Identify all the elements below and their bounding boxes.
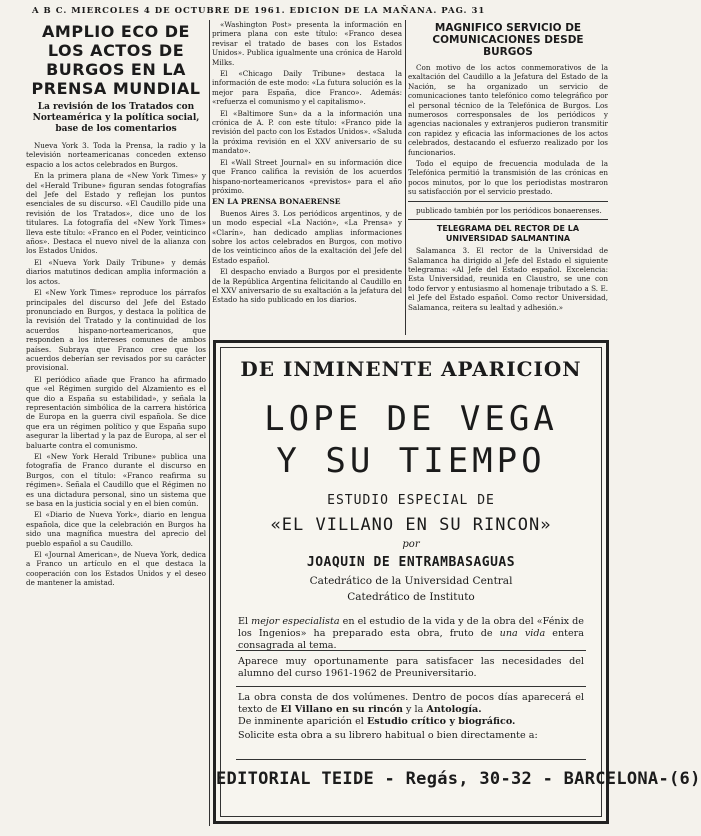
section-divider: [408, 219, 608, 220]
ad-text-emphasis: una vida: [499, 628, 546, 639]
telegram-headline: TELEGRAMA DEL RECTOR DE LA UNIVERSIDAD SALMANTINA: [436, 224, 580, 243]
book-advertisement: [213, 340, 701, 824]
paragraph: Buenos Aires 3. Los periódicos argentinos, y de un modo especial «La Nación», «La Prensa» y «Clarín», han dedicado amplias informaciones sobre los actos celebrados en Burgos, con motivo de los veinticinco años de la exaltación del Jefe del Estado español.: [212, 208, 402, 265]
paragraph: Salamanca 3. El rector de la Universidad de Salamanca ha dirigido al Jefe del Estado el siguiente telegrama: «Al Jefe del Estado español. Excelencia: Esta Universidad, reunida en Claustro, se une con todo fervor y entusiasmo al homenaje tributado a S. E. el Jefe del Estado español. Como rector Universidad, Salamanca, reitera su lealtad y adhesión.»: [408, 246, 608, 312]
continuation-snippet: publicado también por los periódicos bonaerenses.: [416, 205, 602, 215]
paragraph: El «Diario de Nueva York», diario en lengua española, dice que la celebración en Burgos ha sido una magnífica muestra del aprecio del pueblo español a su Caudillo.: [26, 510, 206, 548]
column-rule: [209, 20, 210, 826]
ad-title-line2: Y SU TIEMPO: [276, 441, 546, 481]
paragraph: Con motivo de los actos conmemorativos de la exaltación del Caudillo a la Jefatura del Estado de la Nación, se ha organizado un servicio de comunicaciones tanto telefónico como telegráfico por el personal técnico de la Telefónica de Burgos. Los numerosos corresponsales de los periódicos y agencias nacionales y extranjeros pudieron transmitir con rapidez y eficacia las informaciones de los actos celebrados, destacando el esfuerzo realizado por los funcionarios.: [408, 63, 608, 157]
subhead: EN LA PRENSA BONAERENSE: [212, 197, 341, 207]
paragraph: El «Chicago Daily Tribune» destaca la información de este modo: «La futura solución es la mejor para España, dice Franco». Además: «refuerza el comunismo y el capitalismo».: [212, 69, 402, 107]
ad-text: en el estudio de la vida y de la obra del «Fénix de los Ingenios» ha preparado esta obra, fruto de: [238, 616, 584, 639]
paragraph: «Washington Post» presenta la información en primera plana con este título: «Franco desea revisar el tratado de bases con los Estados Unidos». Publica igualmente una crónica de Harold Milks.: [212, 20, 402, 67]
ad-text-emphasis: mejor especialista: [251, 616, 340, 627]
section-divider: [408, 201, 608, 202]
ad-author: JOAQUIN DE ENTRAMBASAGUAS: [306, 555, 516, 570]
running-head: A B C. MIERCOLES 4 DE OCTUBRE DE 1961. EDICION DE LA MAÑANA. PAG. 31: [32, 6, 486, 16]
ad-publisher: EDITORIAL TEIDE - Regás, 30-32 - BARCELONA-(6): [216, 769, 701, 789]
ad-text: El: [238, 616, 249, 627]
ad-kicker: DE INMINENTE APARICION: [240, 357, 582, 381]
ad-text: y la: [406, 704, 424, 715]
ad-por: por: [402, 539, 420, 550]
ad-text: La obra consta de dos volúmenes. Dentro de pocos días aparecerá el texto de: [238, 692, 584, 715]
middle-column: [212, 20, 402, 335]
ad-text-emphasis: Estudio crítico y biográfico.: [366, 716, 516, 727]
ad-paragraph-upcoming: [238, 716, 584, 728]
ad-text: De inminente aparición el: [238, 716, 364, 727]
paragraph: El «Wall Street Journal» en su información dice que Franco califica la revisión de los acuerdos hispano-norteamericanos «previstos» para el año próximo.: [212, 157, 402, 195]
ad-title-line1: LOPE DE VEGA: [264, 399, 558, 439]
paragraph: El despacho enviado a Burgos por el presidente de la República Argentina felicitando al Caudillo en el XXV aniversario de su exaltación a la jefatura del Estado ha sido publicado en los diarios.: [212, 267, 402, 305]
main-headline: AMPLIO ECO DE LOS ACTOS DE BURGOS EN LA PRENSA MUNDIAL: [31, 22, 201, 98]
ad-credential: Catedrático de la Universidad Central: [309, 575, 513, 587]
ad-paragraph-volumes: [238, 692, 584, 716]
ad-estudio-label: ESTUDIO ESPECIAL DE: [327, 493, 495, 508]
ad-paragraph-specialist: [238, 616, 584, 652]
ad-paragraph-order: Solicite esta obra a su librero habitual o bien directamente a:: [238, 730, 538, 741]
ad-text-emphasis: Antología.: [426, 704, 482, 715]
left-column: [26, 20, 206, 826]
paragraph: El «New York Herald Tribune» publica una fotografía de Franco durante el discurso en Burgos, con el título: «Franco reafirma su régimen». Señala el Caudillo que el Régimen no es una dictadura personal, sino un sistema que se basa en la justicia social y en el bien común.: [26, 452, 206, 509]
paragraph: El «Baltimore Sun» da a la información una crónica de A. P. con este título: «Franco pide la revisión del pacto con los Estados Unidos». «Saluda la próxima revisión en el XXV aniversario de su mandato».: [212, 108, 402, 156]
ad-paragraph-course: Aparece muy oportunamente para satisfacer las necesidades del alumno del curso 1961-1962 de Preuniversitario.: [238, 656, 584, 679]
column-rule: [405, 20, 406, 335]
main-deck: La revisión de los Tratados con Norteamérica y la política social, base de los comentarios: [32, 102, 200, 134]
right-headline: MAGNIFICO SERVICIO DE COMUNICACIONES DESDE BURGOS: [432, 22, 584, 58]
right-column: [408, 20, 608, 335]
ad-text-emphasis: El Villano en su rincón: [280, 704, 403, 715]
paragraph: Todo el equipo de frecuencia modulada de la Telefónica permitió la transmisión de las crónicas en pocos minutos, por lo que los periodistas mostraron su satisfacción por el servicio prestado.: [408, 159, 608, 197]
paragraph: El «Nueva York Daily Tribune» y demás diarios matutinos dedican amplia información a los actos.: [26, 257, 206, 286]
paragraph: El «Journal American», de Nueva York, dedica a Franco un artículo en el que destaca la cooperación con los Estados Unidos y el deseo de mantener la amistad.: [26, 550, 206, 588]
ad-divider: [236, 759, 586, 760]
ad-text: entera consagrada al tema.: [238, 628, 584, 651]
paragraph: Nueva York 3. Toda la Prensa, la radio y la televisión norteamericanas conceden extenso espacio a los actos celebrados en Burgos.: [26, 141, 206, 169]
paragraph: En la primera plana de «New York Times» y del «Herald Tribune» figuran sendas fotografías del Jefe del Estado y reflejan los puntos esenciales de su discurso. «El Caudillo pide una revisión de los Tratados», dice uno de los titulares. La fotografía del «New York Times» lleva este título: «Franco en el Poder, veinticinco años». Destaca el nuevo nivel de la alianza con los Estados Unidos.: [26, 171, 206, 256]
ad-divider: [236, 686, 586, 687]
paragraph: El periódico añade que Franco ha afirmado que «el Régimen surgido del Alzamiento es el que dio a España su estabilidad», y señala la representación simbólica de la carrera histórica de Europa en la guerra civil española. Se dice que era un régimen político y que España supo asegurar la libertad y la paz de Europa, al ser el baluarte contra el comunismo.: [26, 374, 206, 450]
ad-credential: Catedrático de Instituto: [347, 591, 475, 603]
ad-divider: [236, 650, 586, 651]
ad-work-title: «EL VILLANO EN SU RINCON»: [270, 515, 552, 535]
paragraph: El «New York Times» reproduce los párrafos principales del discurso del Jefe del Estado pronunciado en Burgos, y destaca la política de la revisión del Tratado y la continuidad de los acuerdos hispano-norteamericanos, que responden a los intereses comunes de ambos países. Subraya que Franco cree que los acuerdos deberían ser revisados por su carácter provisional.: [26, 288, 206, 373]
